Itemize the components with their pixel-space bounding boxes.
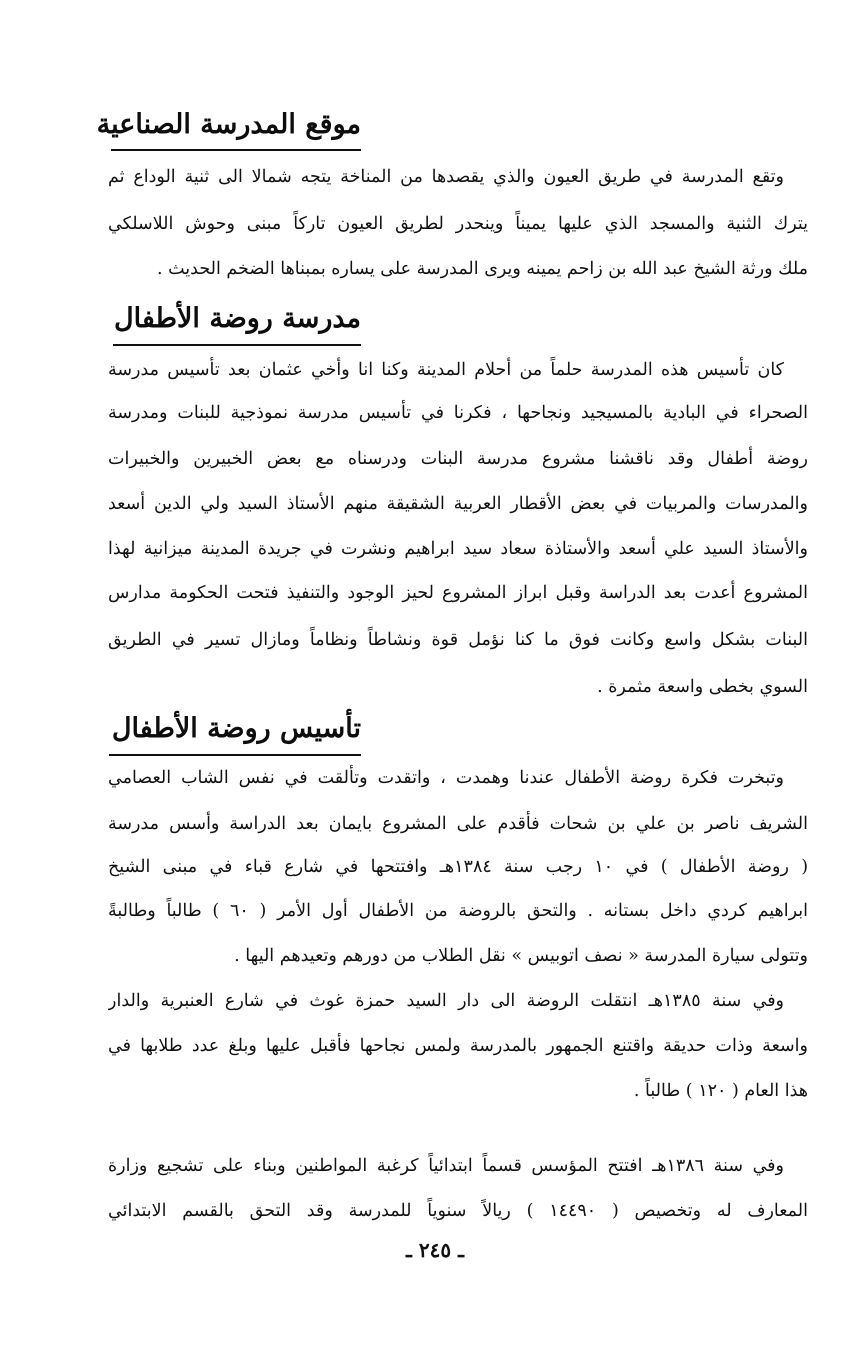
paragraph-line: البنات بشكل واسع وكانت فوق ما كنا نؤمل قوة ونشاطاً ونظاماً ومازال تسير في الطريق — [108, 630, 808, 650]
paragraph-line: واسعة وذات حديقة واقتنع الجمهور بالمدرسة ولمس نجاحها فأقبل عليها وبلغ عدد طلابها في — [108, 1036, 808, 1056]
heading-underline — [111, 149, 361, 151]
paragraph-line: ملك ورثة الشيخ عبد الله بن زاحم يمينه ويرى المدرسة على يساره بمبناها الضخم الحديث . — [156, 259, 808, 279]
heading-underline — [113, 344, 361, 346]
paragraph-line: ( روضة الأطفال ) في ١٠ رجب سنة ١٣٨٤هـ وافتتحها في شارع قباء في مبنى الشيخ — [108, 857, 808, 877]
paragraph-line: وتبخرت فكرة روضة الأطفال عندنا وهمدت ، واتقدت وتألقت في نفس الشاب العصامي — [108, 768, 784, 788]
paragraph-line: وتتولى سيارة المدرسة « نصف اتوبيس » نقل الطلاب من دورهم وتعيدهم اليها . — [234, 946, 808, 966]
heading-underline — [109, 754, 361, 756]
paragraph-line: المشروع أعدت بعد الدراسة وقبل ابراز المشروع لحيز الوجود والتنفيذ فتحت الحكومة مدارس — [108, 583, 808, 603]
paragraph-line: هذا العام ( ١٢٠ ) طالباً . — [633, 1081, 808, 1101]
paragraph-line: وفي سنة ١٣٨٥هـ انتقلت الروضة الى دار السيد حمزة غوث في شارع العنبرية والدار — [108, 991, 785, 1011]
paragraph-line: يترك الثنية والمسجد الذي عليها يميناً وينحدر لطريق العيون تاركاً مبنى وحوش اللاسلكي — [108, 214, 808, 234]
paragraph-line: ابراهيم كردي داخل بستانه . والتحق بالروضة من الأطفال أول الأمر ( ٦٠ ) طالباً وطالبةً — [108, 901, 808, 921]
paragraph-line: وتقع المدرسة في طريق العيون والذي يقصدها من المناخة يتجه شمالا الى ثنية الوداع ثم — [108, 167, 784, 187]
paragraph-line: الشريف ناصر بن علي بن شحات فأقدم على المشروع بايمان بعد الدراسة وأسس مدرسة — [108, 814, 808, 834]
section-heading-industrial-school: موقع المدرسة الصناعية — [96, 109, 361, 140]
paragraph-line: والأستاذ السيد علي أسعد والأستاذة سعاد سيد ابراهيم ونشرت في جريدة المدينة ميزانية لهذا — [108, 539, 808, 559]
section-heading-kindergarten-school: مدرسة روضة الأطفال — [114, 303, 361, 334]
paragraph-line: والمدرسات والمربيات في بعض الأقطار العربية الشقيقة منهم الأستاذ السيد ولي الدين أسعد — [108, 494, 808, 514]
paragraph-line: وفي سنة ١٣٨٦هـ افتتح المؤسس قسماً ابتدائياً كرغبة المواطنين وبناء على تشجيع وزارة — [108, 1156, 785, 1176]
paragraph-line: الصحراء في البادية بالمسيجيد ونجاحها ، فكرنا في تأسيس مدرسة نموذجية للبنات ومدرسة — [108, 403, 808, 423]
paragraph-line: السوي بخطى واسعة مثمرة . — [597, 677, 808, 697]
paragraph-line: المعارف له وتخصيص ( ١٤٤٩٠ ) ريالاً سنوياً للمدرسة وقد التحق بالقسم الابتدائي — [108, 1201, 808, 1221]
paragraph-line: روضة أطفال وقد ناقشنا مشروع مدرسة البنات ودرسناه مع بعض الخبيرين والخبيرات — [108, 449, 808, 469]
page-number: ـ ٢٤٥ ـ — [406, 1238, 464, 1262]
paragraph-line: كان تأسيس هذه المدرسة حلماً من أحلام المدينة وكنا انا وأخي عثمان بعد تأسيس مدرسة — [108, 360, 784, 380]
section-heading-kindergarten-founding: تأسيس روضة الأطفال — [111, 713, 361, 744]
